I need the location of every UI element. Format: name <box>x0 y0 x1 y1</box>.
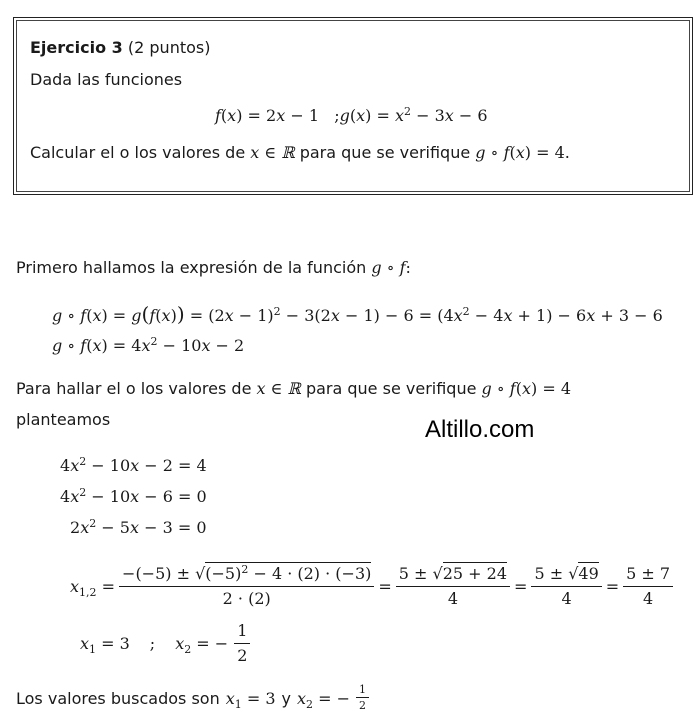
step2-x-in-r: x ∈ ℝ <box>256 379 301 398</box>
step2-equation: g ∘ f(x) = 4 <box>481 379 571 398</box>
watermark: Altillo.com <box>425 416 535 443</box>
final-text: Los valores buscados son <box>16 688 220 708</box>
quad-fraction-3: $\frac{5 \pm √49}{4}$ <box>531 563 601 609</box>
roots-line: $x_1 = 3$ ; $x_2$ = − $\frac{1}{2}$ <box>80 620 250 666</box>
functions-definition: f(x) = 2x − 1 ;g(x) = $x^2 - 3x - 6$ <box>215 105 488 125</box>
question-text-a: Calcular el o los valores de <box>30 143 246 162</box>
question-x-in-r: x ∈ ℝ <box>250 143 295 162</box>
step2-text-a: Para hallar el o los valores de <box>16 379 252 398</box>
exercise-title: Ejercicio 3 <box>30 38 123 57</box>
composition-result: g ∘ $f(x) = 4x^2 - 10x - 2$ <box>52 335 245 355</box>
exercise-header <box>30 38 210 57</box>
final-root-2-fraction: $\frac{1}{2}$ <box>356 684 369 712</box>
step2-line <box>16 379 571 398</box>
question-text-b: para que se verifique <box>299 143 471 162</box>
question-equation: g ∘ f(x) = 4. <box>475 143 570 162</box>
equation-2: $4x^2 - 10x - 6 = 0$ <box>60 486 207 506</box>
root-2-fraction: $\frac{1}{2}$ <box>234 620 250 666</box>
final-answer: Los valores buscados son $x_1 = 3$ y $x_2$ = − $\frac{1}{2}$ <box>16 684 369 712</box>
equation-1: $4x^2 - 10x - 2 = 4$ <box>60 455 207 475</box>
quad-lhs: $x_{1,2}$ = <box>70 576 116 599</box>
step1-line <box>16 258 411 277</box>
quad-fraction-2: $\frac{5 \pm √25 + 24}{4}$ <box>396 563 510 609</box>
quad-fraction-4: $\frac{5 \pm 7}{4}$ <box>623 563 673 609</box>
exercise-question <box>30 143 570 162</box>
step1-gf: g ∘ f: <box>371 258 411 277</box>
quad-fraction-1: $\frac{-(-5) \pm √(-5)^2 - 4 \cdot (2) \cdot (-3)}{2 \cdot (2)}$ <box>119 563 374 609</box>
quadratic-formula: $x_{1,2}$ = $\frac{-(-5) \pm √(-5)^2 - 4 \cdot (2) \cdot (-3)}{2 \cdot (2)}$ = $\frac{5 \pm √25 + 24}{4}$ = $\frac{5 \pm √49}{4}$ = $\frac{5 \pm 7}{4}$ <box>70 563 673 609</box>
exercise-points: (2 puntos) <box>127 38 211 57</box>
equation-3: $2x^2 - 5x - 3 = 0$ <box>70 517 207 537</box>
step2-text-b: para que se verifique <box>305 379 477 398</box>
step1-text: Primero hallamos la expresión de la función <box>16 258 367 277</box>
composition-expansion: g ∘ $f(x) = g(f(x)) = (2x - 1)^2 - 3(2x - 1) - 6 = (4x^2 - 4x + 1) - 6x + 3 - 6$ <box>52 302 663 326</box>
exercise-intro: Dada las funciones <box>30 70 183 89</box>
step2-planteamos: planteamos <box>16 410 111 429</box>
